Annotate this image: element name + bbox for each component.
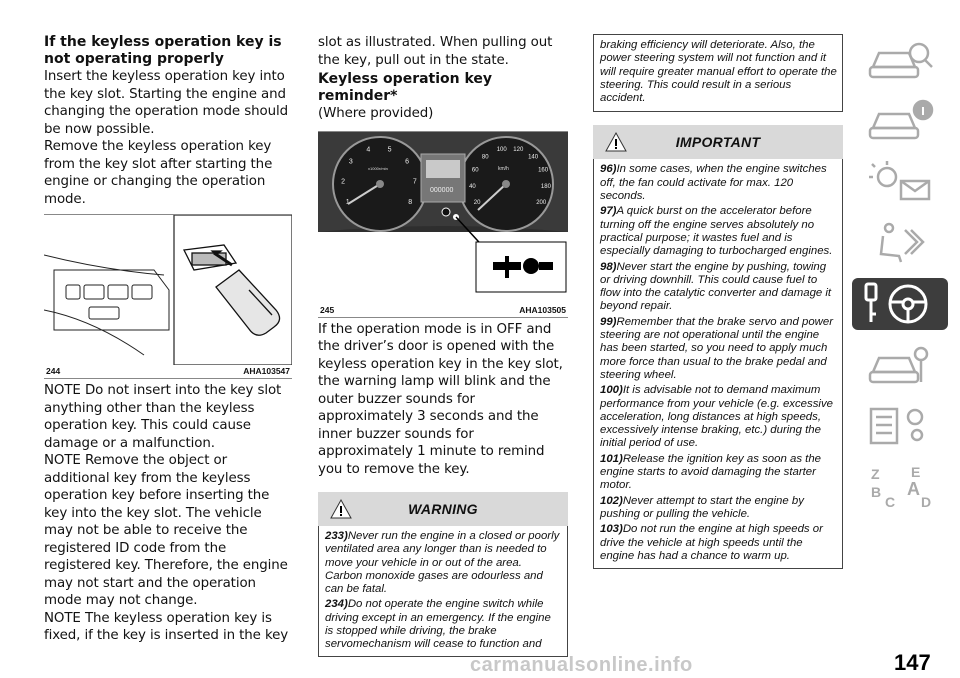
column-1	[44, 34, 292, 645]
tab-index[interactable]	[852, 461, 948, 513]
alphabet-index-icon	[865, 463, 935, 511]
list-gear-icon	[865, 403, 935, 449]
important-item	[600, 495, 837, 522]
important-header	[593, 125, 843, 159]
paragraph: If the operation mode is in OFF and the driver’s door is opened with the keyless operation key in the key slot, the warning lamp will blink and the outer buzzer sounds for approximately 3 seconds and the inner buzzer sounds for approximately 1 minute to remind you to remove the key.	[318, 321, 563, 477]
gauge-tick-label: 180	[540, 183, 551, 190]
note-text: Remember that the brake servo and power steering are not operational until the engine has been started, so you need to apply much more force than usual to the brake pedal and steering wheel.	[600, 315, 834, 381]
figure-code: AHA103505	[519, 304, 566, 315]
gauge-tick-label: 80	[481, 153, 489, 160]
gauge-tick-label: 8	[408, 198, 413, 206]
important-item	[600, 316, 837, 382]
watermark: carmanualsonline.info	[470, 654, 693, 676]
gauge-tick-label: 20	[473, 199, 481, 206]
important-item	[600, 523, 837, 563]
warning-continued	[593, 34, 843, 112]
note-number: 96)	[600, 163, 617, 176]
gauge-tick-label: 100	[496, 146, 507, 153]
index-letter: Z	[871, 466, 880, 482]
figure-number: 244	[46, 366, 61, 376]
index-letter: D	[921, 494, 932, 510]
paragraph: Remove the keyless operation key from the key slot after starting the engine or changing the operation mode.	[44, 139, 273, 207]
note-text: It is advisable not to demand maximum performance from your vehicle (e.g. excessive acceleration, long distances at high speeds, excessively intense braking, etc.) during the initial period of use.	[600, 384, 833, 450]
gauge-tick-label: 7	[412, 177, 417, 185]
note-text: Do not run the engine at high speeds or drive the vehicle at high speeds until the engine has had a chance to warm up.	[600, 523, 823, 562]
index-letter: A	[907, 479, 920, 499]
gauge-tick-label: 1	[345, 198, 350, 206]
paragraph: (Where provided)	[318, 106, 434, 121]
note-text: Do not operate the engine switch while driving except in an emergency. If the engine is stopped while driving, the brake servomechanism will cease to function and	[325, 598, 551, 651]
important-list	[593, 159, 843, 569]
index-letter: C	[885, 494, 896, 510]
warning-item	[325, 530, 562, 596]
gauge-tick-label: 200	[536, 199, 547, 206]
note-paragraph: NOTE Do not insert into the key slot anything other than the keyless operation key. This could cause damage or a malfunction.	[44, 383, 282, 451]
note-number: 233)	[325, 530, 348, 542]
figure-caption	[320, 305, 566, 315]
speed-label: km/h	[498, 165, 509, 172]
note-number: 101)	[600, 452, 623, 465]
page-number: 147	[894, 650, 931, 675]
important-item	[600, 384, 837, 450]
figure-code: AHA103547	[243, 366, 290, 376]
column-2	[318, 34, 568, 657]
warning-hand-icon	[330, 498, 352, 525]
important-item	[600, 261, 837, 314]
tab-starting-driving[interactable]	[852, 278, 948, 330]
figure-244	[44, 214, 292, 379]
tab-car-info[interactable]	[852, 95, 948, 147]
section-heading: If the keyless operation key is not operating properly	[44, 34, 282, 67]
gauge-tick-label: 4	[366, 146, 371, 154]
tab-safety[interactable]	[852, 217, 948, 269]
car-info-icon	[865, 98, 935, 144]
gauge-tick-label: 40	[469, 183, 476, 190]
tab-emergency[interactable]	[852, 339, 948, 391]
note-number: 100)	[600, 384, 623, 397]
note-number: 103)	[600, 523, 623, 536]
note-paragraph: NOTE Remove the object or additional key from the keyless operation key before inserting the key into the key slot. The vehicle may not be able to receive the registered ID code from the registered key. Therefore, the engine may not start and the operation mode may not change.	[44, 453, 288, 608]
tab-warning-lights[interactable]	[852, 156, 948, 208]
key-steering-wheel-icon	[860, 280, 940, 328]
important-item	[600, 205, 837, 258]
gauge-tick-label: 120	[513, 146, 524, 153]
note-text: braking efficiency will deteriorate. Also, the power steering system will not function and it will require greater manual effort to operate the steering. This could result in a serious accident.	[600, 39, 837, 105]
figure-caption	[46, 366, 290, 376]
warning-light-envelope-icon	[865, 159, 935, 205]
note-text: Release the ignition key as soon as the engine starts to avoid damaging the starter motor.	[600, 452, 822, 492]
important-item	[600, 453, 837, 493]
tab-maintenance[interactable]	[852, 400, 948, 452]
gauge-tick-label: 160	[538, 167, 549, 174]
index-letter: B	[871, 484, 882, 500]
tab-car-magnifier[interactable]	[852, 34, 948, 86]
rpm-label: x1000r/min	[368, 165, 388, 171]
chapter-sidebar	[852, 34, 958, 522]
gauge-tick-label: 2	[341, 177, 346, 185]
gauge-tick-label: 6	[405, 158, 410, 166]
caution-icon	[605, 131, 627, 158]
note-number: 98)	[600, 260, 617, 273]
note-number: 97)	[600, 205, 617, 218]
car-wrench-icon	[865, 342, 935, 388]
note-text: Never attempt to start the engine by pushing or pulling the vehicle.	[600, 494, 804, 520]
gauge-tick-label: 60	[471, 167, 479, 174]
column-3	[593, 34, 843, 569]
warning-block	[318, 492, 568, 657]
odometer: 000000	[430, 186, 454, 194]
key-slot-illustration	[44, 215, 292, 365]
note-number: 234)	[325, 598, 348, 611]
important-item	[600, 163, 837, 203]
gauge-tick-label: 140	[528, 153, 539, 160]
warning-title: WARNING	[408, 501, 478, 517]
note-text: Never start the engine by pushing, towing or driving downhill. This could cause fuel to flow into the catalytic converter and damage it beyond repair.	[600, 260, 832, 313]
note-number: 102)	[600, 494, 623, 507]
important-block	[593, 125, 843, 569]
warning-item	[325, 598, 562, 651]
note-text: Never run the engine in a closed or poorly ventilated area any longer than is needed to move your vehicle in or out of the area. Carbon monoxide gases are odourless and can be fatal.	[325, 530, 560, 596]
warning-header	[318, 492, 568, 526]
index-letter: E	[911, 464, 921, 480]
paragraph: slot as illustrated. When pulling out the key, pull out in the state.	[318, 35, 553, 68]
paragraph: Insert the keyless operation key into the key slot. Starting the engine and changing the operation mode should be now possible.	[44, 69, 288, 137]
car-magnifier-icon	[865, 37, 935, 83]
seat-airbag-icon	[865, 220, 935, 266]
instrument-cluster-illustration	[318, 132, 568, 304]
section-heading: Keyless operation key reminder*	[318, 71, 493, 104]
note-number: 99)	[600, 315, 617, 328]
figure-245	[318, 131, 568, 318]
warning-list	[318, 526, 568, 657]
important-title: IMPORTANT	[675, 134, 761, 151]
note-text: A quick burst on the accelerator before turning off the engine serves absolutely no practical purpose; it wastes fuel and is especially damaging to turbocharged engines.	[600, 205, 833, 258]
gauge-tick-label: 3	[348, 158, 353, 166]
figure-number: 245	[320, 304, 335, 315]
note-text: In some cases, when the engine switches off, the fan could activate for max. 120 seconds.	[600, 163, 827, 203]
note-paragraph: NOTE The keyless operation key is fixed, if the key is inserted in the key	[44, 610, 289, 643]
gauge-tick-label: 5	[387, 146, 392, 154]
